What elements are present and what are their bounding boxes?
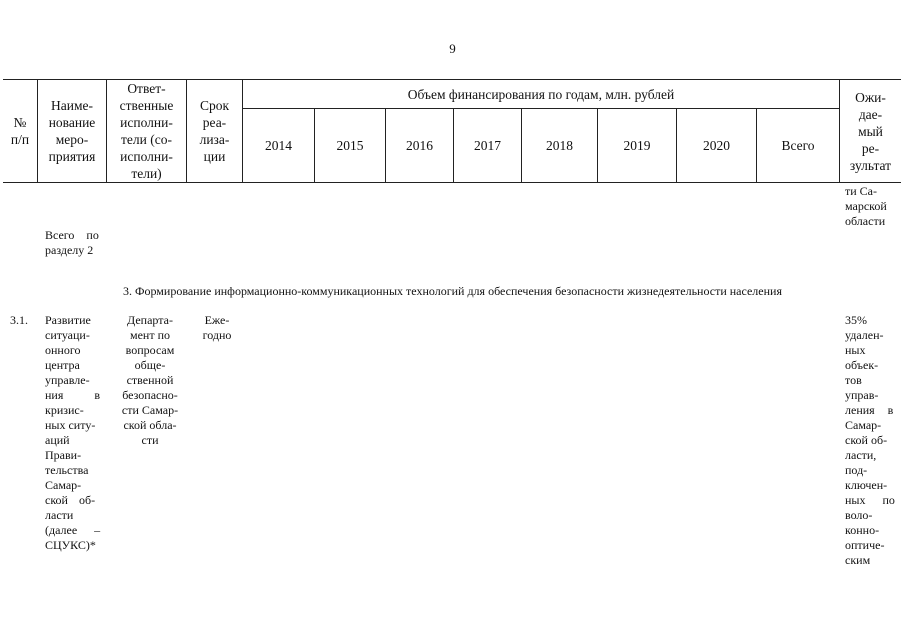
row-3-1-result: [845, 313, 897, 568]
name-line: СЦУКС)*: [45, 538, 96, 552]
executor-line: ственной: [126, 373, 174, 387]
header-term-line: реа-: [202, 115, 227, 130]
result-line: ления в: [845, 403, 894, 417]
header-exec-line: тели): [131, 166, 162, 181]
executor-line: сти: [141, 433, 159, 447]
row-3-1-term: [195, 313, 239, 343]
header-year-2014: [243, 109, 314, 182]
continuation-line: марской: [845, 199, 887, 213]
header-year-2020: [677, 109, 756, 182]
page-number: 9: [449, 41, 456, 56]
section3-title: 3. Формирование информационно-коммуникационных технологий для обеспечения безопасности жизнедеятельности населения: [123, 284, 782, 298]
header-year-2016: [386, 109, 453, 182]
header-name-line: нование: [48, 115, 96, 130]
executor-line: безопасно-: [122, 388, 178, 402]
name-line: ных ситу-: [45, 418, 96, 432]
header-event-name: [38, 80, 106, 182]
executor-line: ской обла-: [123, 418, 177, 432]
header-result-line: мый: [858, 123, 883, 139]
section2-total: [45, 228, 105, 258]
name-line: Прави-: [45, 448, 82, 462]
section2-total-line: Всего по: [45, 228, 99, 242]
header-result-line: ре-: [861, 140, 880, 156]
name-line: ласти: [45, 508, 74, 522]
header-term-line: лиза-: [199, 132, 230, 147]
header-term-line: Срок: [199, 98, 230, 113]
executor-line: обще-: [134, 358, 166, 372]
header-result-line: дае-: [858, 106, 883, 122]
term-line: Еже-: [204, 313, 230, 327]
name-line: онного: [45, 343, 81, 357]
result-line: удален-: [845, 328, 884, 342]
result-line: объек-: [845, 358, 879, 372]
header-exec-line: Ответ-: [127, 81, 166, 96]
header-year-2017: [454, 109, 521, 182]
result-line: ским: [845, 553, 871, 567]
year-label: Всего: [781, 138, 815, 153]
header-number: [3, 80, 37, 182]
financing-title-text: Объем финансирования по годам, млн. рублей: [407, 86, 675, 102]
year-label: 2017: [474, 138, 501, 153]
header-result-line: Ожи-: [855, 89, 886, 105]
name-line: ской об-: [45, 493, 96, 507]
continuation-result: [845, 184, 897, 229]
header-exec-line: ственные: [119, 98, 174, 113]
name-line: кризис-: [45, 403, 84, 417]
header-term-line: ции: [203, 149, 226, 164]
year-label: 2014: [265, 138, 292, 153]
row-3-1-number: 3.1.: [10, 313, 28, 327]
header-executors: [107, 80, 186, 182]
header-year-total: [757, 109, 839, 182]
header-year-2015: [315, 109, 385, 182]
result-line: ных по: [845, 493, 895, 507]
name-line: ситуаци-: [45, 328, 90, 342]
year-label: 2015: [336, 138, 364, 153]
result-line: 35%: [845, 313, 867, 327]
name-line: Развитие: [45, 313, 91, 327]
name-line: тельства: [45, 463, 89, 477]
continuation-line: области: [845, 214, 886, 228]
term-line: годно: [202, 328, 232, 342]
result-line: оптиче-: [845, 538, 885, 552]
header-number-line: п/п: [10, 132, 30, 147]
year-label: 2016: [406, 138, 433, 153]
row-3-1-name: [45, 313, 107, 553]
result-line: ключен-: [845, 478, 888, 492]
header-exec-line: тели (со-: [121, 132, 172, 147]
result-line: ской об-: [845, 433, 888, 447]
executor-line: сти Самар-: [121, 403, 179, 417]
header-name-line: приятия: [48, 149, 96, 164]
result-line: конно-: [845, 523, 880, 537]
header-year-2018: [522, 109, 597, 182]
name-line: Самар-: [45, 478, 82, 492]
header-name-line: меро-: [55, 132, 89, 147]
result-line: управ-: [845, 388, 879, 402]
name-line: управле-: [45, 373, 90, 387]
section2-total-line: разделу 2: [45, 243, 94, 257]
result-line: ласти,: [845, 448, 877, 462]
executor-line: мент по: [129, 328, 170, 342]
header-name-line: Наиме-: [51, 98, 93, 113]
name-line: ния в: [45, 388, 101, 402]
row-3-1-executor: [112, 313, 188, 448]
result-line: ных: [845, 343, 866, 357]
year-label: 2020: [703, 138, 730, 153]
header-financing-title: [243, 80, 839, 108]
name-line: аций: [45, 433, 70, 447]
table-header-bottom-border: [3, 182, 901, 183]
continuation-line: ти Са-: [845, 184, 877, 198]
result-line: тов: [845, 373, 862, 387]
header-result-line: зультат: [849, 157, 892, 173]
result-line: Самар-: [845, 418, 882, 432]
name-line: (далее –: [45, 523, 101, 537]
year-label: 2018: [546, 138, 573, 153]
year-label: 2019: [623, 138, 651, 153]
result-line: под-: [845, 463, 868, 477]
header-exec-line: исполни-: [120, 149, 173, 164]
executor-line: вопросам: [125, 343, 175, 357]
header-exec-line: исполни-: [120, 115, 173, 130]
header-year-2019: [598, 109, 676, 182]
name-line: центра: [45, 358, 80, 372]
executor-line: Департа-: [127, 313, 173, 327]
header-expected-result: [840, 80, 901, 182]
result-line: воло-: [845, 508, 873, 522]
header-term: [187, 80, 242, 182]
header-number-line: №: [13, 115, 27, 130]
